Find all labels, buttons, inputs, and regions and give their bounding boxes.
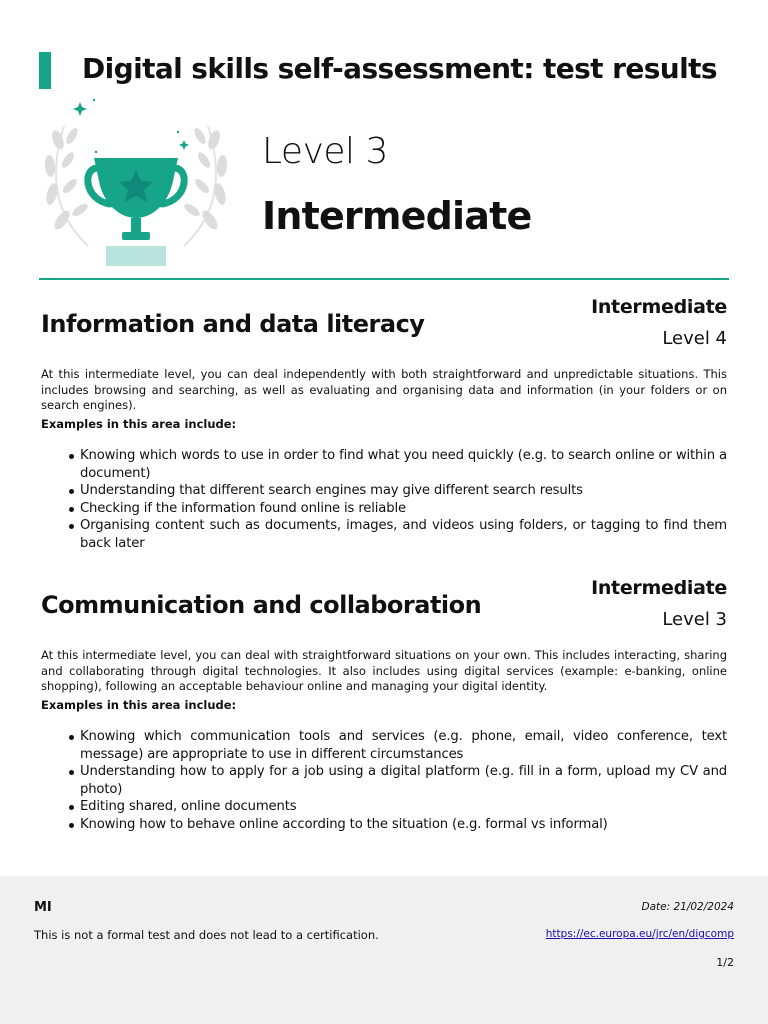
area-level-name: Intermediate	[591, 577, 727, 599]
list-item	[69, 728, 727, 763]
area-level-label: Level 3	[662, 609, 727, 630]
list-item	[69, 447, 727, 482]
bullet-dot-icon	[69, 770, 74, 775]
list-item	[69, 816, 727, 834]
bullet-dot-icon	[69, 823, 74, 828]
bullet-dot-icon	[69, 805, 74, 810]
list-item	[69, 482, 727, 500]
overall-level-name: Intermediate	[262, 194, 532, 238]
trophy-icon	[36, 96, 236, 272]
bullet-dot-icon	[69, 524, 74, 529]
list-item	[69, 798, 727, 816]
document-title: Digital skills self-assessment: test results	[82, 52, 717, 85]
bullet-dot-icon	[69, 454, 74, 459]
page-number: 1/2	[716, 956, 734, 969]
list-item-text: Editing shared, online documents	[80, 799, 297, 814]
list-item-text: Knowing which words to use in order to find what you need quickly (e.g. to search online or within a document)	[80, 448, 727, 481]
bullet-dot-icon	[69, 735, 74, 740]
bullet-dot-icon	[69, 489, 74, 494]
examples-heading: Examples in this area include:	[41, 417, 237, 431]
result-summary	[0, 96, 768, 276]
area-title: Information and data literacy	[41, 310, 425, 338]
examples-list	[69, 728, 727, 833]
page-footer	[0, 876, 768, 1024]
list-item	[69, 763, 727, 798]
list-item-text: Checking if the information found online is reliable	[80, 500, 406, 516]
report-date: Date: 21/02/2024	[641, 901, 734, 913]
user-initials: MI	[34, 900, 52, 915]
list-item-text: Understanding that different search engines may give different search results	[80, 483, 583, 498]
examples-heading: Examples in this area include:	[41, 698, 237, 712]
overall-level-label: Level 3	[262, 131, 388, 172]
area-description: At this intermediate level, you can deal independently with both straightforward and unpredictable situations. This includes browsing and searching, as well as evaluating and organising data and information (in your folders or on search engines).	[41, 367, 727, 412]
area-level-name: Intermediate	[591, 296, 727, 318]
digcomp-link[interactable]: https://ec.europa.eu/jrc/en/digcomp	[545, 928, 734, 940]
area-level-label: Level 4	[662, 328, 727, 349]
list-item-text: Understanding how to apply for a job using a digital platform (e.g. fill in a form, upload my CV and photo)	[80, 764, 727, 797]
accent-bar	[39, 52, 51, 89]
area-title: Communication and collaboration	[41, 591, 482, 619]
document-header	[0, 0, 768, 100]
list-item-text: Knowing how to behave online according to the situation (e.g. formal vs informal)	[80, 816, 608, 832]
list-item	[69, 517, 727, 552]
list-item-text: Knowing which communication tools and services (e.g. phone, email, video conference, text message) are appropriate to use in different circumstances	[80, 729, 727, 762]
bullet-dot-icon	[69, 507, 74, 512]
area-description: At this intermediate level, you can deal with straightforward situations on your own. This includes interacting, sharing and collaborating through digital technologies. It also includes using digital services (example: e-banking, online shopping), following an acceptable behaviour online and managing your digital identity.	[41, 648, 727, 693]
section-divider	[39, 278, 729, 280]
list-item-text: Organising content such as documents, images, and videos using folders, or tagging to find them back later	[80, 518, 727, 551]
list-item	[69, 500, 727, 518]
examples-list	[69, 447, 727, 552]
disclaimer-text: This is not a formal test and does not lead to a certification.	[34, 928, 379, 942]
